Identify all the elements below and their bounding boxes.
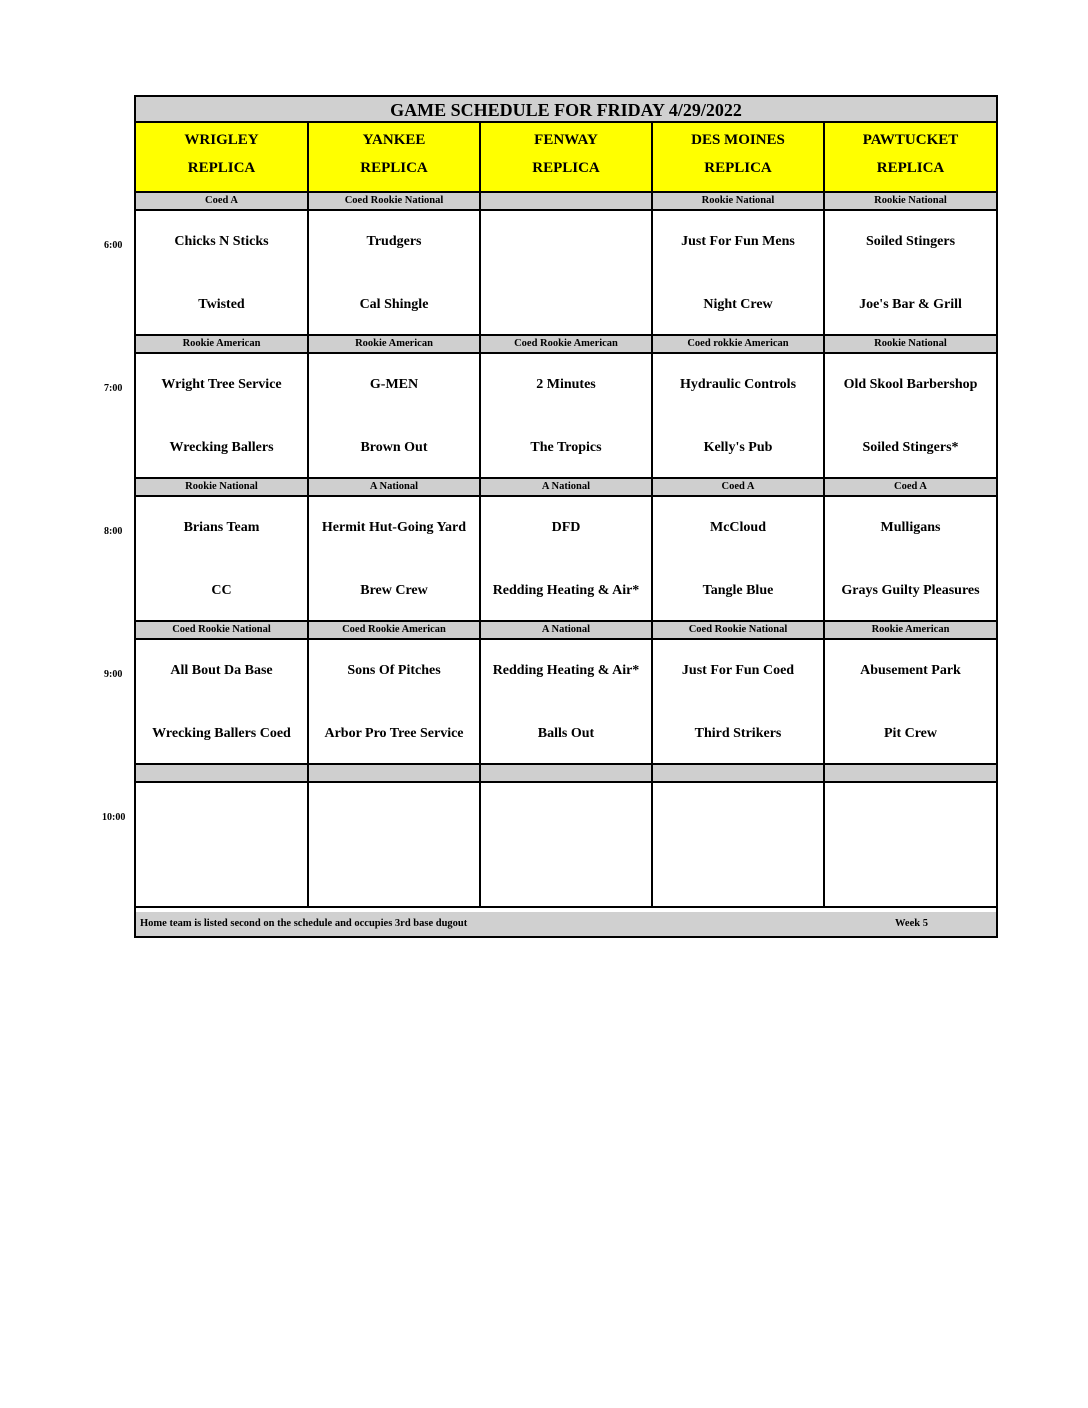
- field-name: WRIGLEY: [184, 132, 259, 148]
- division-label: Coed Rookie National: [136, 622, 309, 640]
- division-label: Rookie National: [136, 479, 309, 497]
- home-team: Grays Guilty Pleasures: [841, 583, 980, 598]
- game-cell: [309, 640, 481, 765]
- division-label: [481, 765, 653, 783]
- division-label: Rookie American: [825, 622, 996, 640]
- time-slot-label: 6:00: [104, 240, 123, 251]
- away-team: Hydraulic Controls: [679, 377, 797, 392]
- home-team: Cal Shingle: [359, 297, 429, 312]
- division-label: A National: [309, 479, 481, 497]
- game-cell: [481, 211, 653, 336]
- away-team: Sons Of Pitches: [347, 663, 441, 678]
- division-label: Rookie American: [309, 336, 481, 354]
- game-cell: [825, 640, 996, 765]
- game-cell: [136, 497, 309, 622]
- game-cell: [653, 211, 825, 336]
- field-header-1: [136, 123, 309, 193]
- game-cell: [136, 783, 309, 908]
- home-team: CC: [211, 583, 232, 598]
- division-label: [481, 193, 653, 211]
- away-team: Trudgers: [366, 234, 422, 249]
- schedule-sheet: [134, 95, 998, 938]
- game-cell: [653, 783, 825, 908]
- game-cell: [309, 211, 481, 336]
- away-team: Just For Fun Coed: [681, 663, 795, 678]
- home-team: Soiled Stingers*: [862, 440, 959, 455]
- division-label: Rookie National: [825, 193, 996, 211]
- game-cell: [309, 497, 481, 622]
- game-cell: [653, 354, 825, 479]
- home-team: The Tropics: [530, 440, 602, 455]
- time-slot-label: 7:00: [104, 383, 123, 394]
- division-label: A National: [481, 479, 653, 497]
- division-label: A National: [481, 622, 653, 640]
- away-team: Chicks N Sticks: [174, 234, 269, 249]
- division-label: Rookie National: [825, 336, 996, 354]
- division-label: Coed Rookie National: [653, 622, 825, 640]
- footer-note: Home team is listed second on the schedule and occupies 3rd base dugout: [140, 918, 468, 929]
- field-subtitle: REPLICA: [360, 160, 428, 176]
- game-cell: [825, 211, 996, 336]
- time-slot-label: 9:00: [104, 669, 123, 680]
- home-team: Joe's Bar & Grill: [859, 297, 962, 312]
- game-cell: [825, 354, 996, 479]
- division-label: [136, 765, 309, 783]
- footer-bar: [136, 912, 996, 936]
- game-cell: [481, 783, 653, 908]
- game-cell: [481, 640, 653, 765]
- division-label: Coed A: [653, 479, 825, 497]
- home-team: Tangle Blue: [702, 583, 774, 598]
- away-team: Hermit Hut-Going Yard: [321, 520, 467, 535]
- division-label: [653, 765, 825, 783]
- away-team: Brians Team: [183, 520, 260, 535]
- game-cell: [136, 354, 309, 479]
- division-label: Coed A: [825, 479, 996, 497]
- away-team: McCloud: [710, 520, 766, 535]
- away-team: Mulligans: [880, 520, 941, 535]
- game-cell: [653, 640, 825, 765]
- home-team: Pit Crew: [884, 726, 937, 741]
- game-cell: [825, 783, 996, 908]
- game-cell: [653, 497, 825, 622]
- game-cell: [309, 354, 481, 479]
- home-team: Brown Out: [360, 440, 428, 455]
- away-team: Redding Heating & Air*: [492, 663, 640, 678]
- field-header-2: [309, 123, 481, 193]
- home-team: Balls Out: [537, 726, 595, 741]
- home-team: Brew Crew: [360, 583, 428, 598]
- field-subtitle: REPLICA: [532, 160, 600, 176]
- field-name: FENWAY: [534, 132, 598, 148]
- away-team: DFD: [551, 520, 581, 535]
- away-team: Soiled Stingers: [865, 234, 956, 249]
- away-team: Old Skool Barbershop: [843, 377, 978, 392]
- division-label: Coed A: [136, 193, 309, 211]
- away-team: Just For Fun Mens: [681, 234, 795, 249]
- field-header-5: [825, 123, 996, 193]
- home-team: Redding Heating & Air*: [492, 583, 640, 598]
- division-label: Coed rokkie American: [653, 336, 825, 354]
- division-label: [825, 765, 996, 783]
- game-cell: [481, 497, 653, 622]
- game-cell: [825, 497, 996, 622]
- time-slot-label: 8:00: [104, 526, 123, 537]
- field-header-3: [481, 123, 653, 193]
- home-team: Kelly's Pub: [703, 440, 773, 455]
- away-team: 2 Minutes: [536, 377, 596, 392]
- home-team: Wrecking Ballers Coed: [152, 726, 291, 741]
- division-label: Rookie American: [136, 336, 309, 354]
- field-subtitle: REPLICA: [187, 160, 256, 176]
- field-header-4: [653, 123, 825, 193]
- field-name: PAWTUCKET: [862, 132, 959, 148]
- field-name: DES MOINES: [691, 132, 785, 148]
- game-cell: [136, 640, 309, 765]
- away-team: Wright Tree Service: [161, 377, 282, 392]
- division-label: Rookie National: [653, 193, 825, 211]
- division-label: [309, 765, 481, 783]
- field-subtitle: REPLICA: [704, 160, 772, 176]
- game-cell: [309, 783, 481, 908]
- field-name: YANKEE: [362, 132, 426, 148]
- week-label: Week 5: [895, 918, 928, 929]
- home-team: Night Crew: [703, 297, 773, 312]
- schedule-title: GAME SCHEDULE FOR FRIDAY 4/29/2022: [136, 97, 996, 123]
- away-team: G-MEN: [369, 377, 419, 392]
- division-label: Coed Rookie American: [309, 622, 481, 640]
- game-cell: [481, 354, 653, 479]
- home-team: Wrecking Ballers: [169, 440, 274, 455]
- division-label: Coed Rookie American: [481, 336, 653, 354]
- home-team: Arbor Pro Tree Service: [324, 726, 464, 741]
- away-team: All Bout Da Base: [170, 663, 273, 678]
- home-team: Third Strikers: [694, 726, 782, 741]
- field-subtitle: REPLICA: [876, 160, 945, 176]
- home-team: Twisted: [198, 297, 245, 312]
- away-team: Abusement Park: [860, 663, 961, 678]
- time-slot-label: 10:00: [102, 812, 126, 823]
- division-label: Coed Rookie National: [309, 193, 481, 211]
- game-cell: [136, 211, 309, 336]
